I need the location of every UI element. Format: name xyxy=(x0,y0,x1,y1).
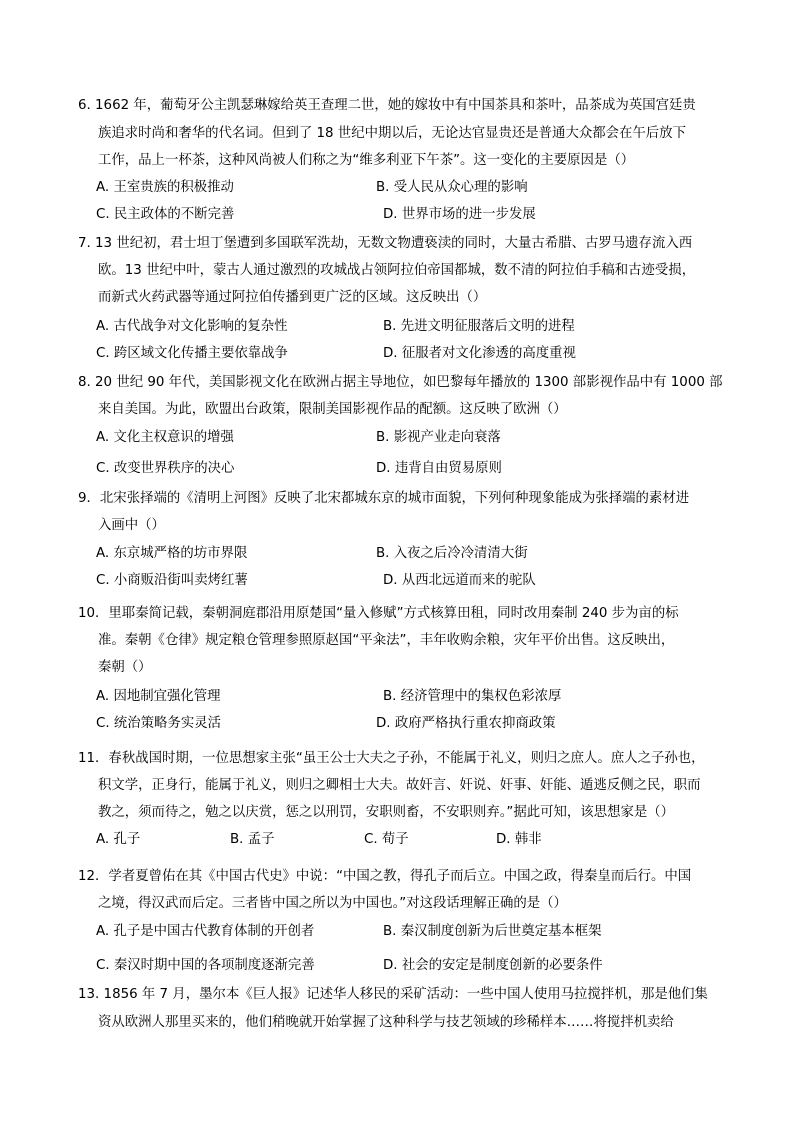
question-11-option-b[interactable]: B. 孟子 xyxy=(230,832,275,847)
question-12-option-c[interactable]: C. 秦汉时期中国的各项制度逐渐完善 xyxy=(96,958,315,973)
question-11-stem-line-2: 积文学，正身行，能属于礼义，则归之卿相士大夫。故奸言、奸说、奸事、奸能、遁逃反侧之民，职而 xyxy=(98,778,701,793)
question-9-option-b[interactable]: B. 入夜之后冷冷清清大街 xyxy=(376,546,528,561)
question-10-stem-line-2: 准。秦朝《仓律》规定粮仓管理参照原赵国“平籴法”，丰年收购余粮，灾年平价出售。这反映出， xyxy=(98,633,675,648)
question-10-option-d[interactable]: D. 政府严格执行重农抑商政策 xyxy=(376,716,556,731)
question-6-option-d[interactable]: D. 世界市场的进一步发展 xyxy=(383,207,536,222)
question-13-stem-line-2: 资从欧洲人那里买来的，他们稍晚就开始掌握了这种科学与技艺领域的珍稀样本……将搅拌机卖给 xyxy=(98,1015,674,1030)
question-11-stem-line-1: 11．春秋战国时期，一位思想家主张“虽王公士大夫之子孙，不能属于礼义，则归之庶人。庶人之子孙也， xyxy=(78,751,705,766)
question-9-option-c[interactable]: C. 小商贩沿街叫卖烤红薯 xyxy=(96,573,248,588)
question-12-stem-line-1: 12．学者夏曾佑在其《中国古代史》中说：“中国之教，得孔子而后立。中国之政，得秦皇而后行。中国 xyxy=(78,869,692,884)
question-8-stem-line-2: 来自美国。为此，欧盟出台政策，限制美国影视作品的配额。这反映了欧洲（） xyxy=(98,402,567,417)
question-8-option-d[interactable]: D. 违背自由贸易原则 xyxy=(376,461,502,476)
question-8-option-b[interactable]: B. 影视产业走向衰落 xyxy=(376,430,501,445)
question-9-option-a[interactable]: A. 东京城严格的坊市界限 xyxy=(96,546,248,561)
question-8-stem-line-1: 8. 20 世纪 90 年代，美国影视文化在欧洲占据主导地位，如巴黎每年播放的 1300 部影视作品中有 1000 部 xyxy=(78,375,723,390)
question-9-stem-line-1: 9．北宋张择端的《清明上河图》反映了北宋都城东京的城市面貌，下列何种现象能成为张择端的素材进 xyxy=(78,491,690,506)
question-7-option-a[interactable]: A. 古代战争对文化影响的复杂性 xyxy=(96,319,288,334)
question-12-stem-line-2: 之境，得汉武而后定。三者皆中国之所以为中国也。”对这段话理解正确的是（） xyxy=(98,896,567,911)
question-8-option-c[interactable]: C. 改变世界秩序的决心 xyxy=(96,461,235,476)
question-10-stem-line-3: 秦朝（） xyxy=(98,660,152,675)
question-10-stem-line-1: 10．里耶秦简记载，秦朝洞庭郡沿用原楚国“量入修赋”方式核算田租，同时改用秦制 240 步为亩的标 xyxy=(78,606,679,621)
question-12-option-a[interactable]: A. 孔子是中国古代教育体制的开创者 xyxy=(96,924,315,939)
question-12-option-b[interactable]: B. 秦汉制度创新为后世奠定基本框架 xyxy=(383,924,602,939)
question-9-stem-line-2: 入画中（） xyxy=(98,518,165,533)
question-11-option-c[interactable]: C. 荀子 xyxy=(364,832,409,847)
question-8-option-a[interactable]: A. 文化主权意识的增强 xyxy=(96,430,234,445)
question-10-option-c[interactable]: C. 统治策略务实灵活 xyxy=(96,716,221,731)
question-7-stem-line-3: 而新式火药武器等通过阿拉伯传播到更广泛的区域。这反映出（） xyxy=(98,290,487,305)
question-6-stem-line-2: 族追求时尚和奢华的代名词。但到了 18 世纪中期以后，无论达官显贵还是普通大众都会在午后放下 xyxy=(98,126,686,141)
question-6-option-a[interactable]: A. 王室贵族的积极推动 xyxy=(96,180,234,195)
question-6-stem-line-1: 6. 1662 年，葡萄牙公主凯瑟琳嫁给英王查理二世，她的嫁妆中有中国茶具和茶叶，品茶成为英国宫廷贵 xyxy=(78,98,696,113)
question-7-option-d[interactable]: D. 征服者对文化渗透的高度重视 xyxy=(383,346,576,361)
question-11-stem-line-3: 教之，须而待之，勉之以庆赏，惩之以刑罚，安职则畜，不安职则弃。”据此可知，该思想家是（） xyxy=(98,805,675,820)
question-7-option-b[interactable]: B. 先进文明征服落后文明的进程 xyxy=(383,319,575,334)
question-11-option-d[interactable]: D. 韩非 xyxy=(496,832,542,847)
question-6-option-b[interactable]: B. 受人民从众心理的影响 xyxy=(376,180,528,195)
question-10-option-a[interactable]: A. 因地制宜强化管理 xyxy=(96,689,221,704)
question-6-stem-line-3: 工作，品上一杯茶，这种风尚被人们称之为“维多利亚下午茶”。这一变化的主要原因是（） xyxy=(98,153,635,168)
question-13-stem-line-1: 13. 1856 年 7 月，墨尔本《巨人报》记述华人移民的采矿活动：一些中国人使用马拉搅拌机，那是他们集 xyxy=(78,987,708,1002)
question-7-stem-line-1: 7. 13 世纪初，君士坦丁堡遭到多国联军洗劫，无数文物遭亵渎的同时，大量古希腊、古罗马遗存流入西 xyxy=(78,236,693,251)
question-9-option-d[interactable]: D. 从西北远道而来的驼队 xyxy=(383,573,536,588)
question-10-option-b[interactable]: B. 经济管理中的集权色彩浓厚 xyxy=(383,689,562,704)
question-12-option-d[interactable]: D. 社会的安定是制度创新的必要条件 xyxy=(383,958,603,973)
question-6-option-c[interactable]: C. 民主政体的不断完善 xyxy=(96,207,235,222)
question-7-option-c[interactable]: C. 跨区域文化传播主要依靠战争 xyxy=(96,346,288,361)
question-11-option-a[interactable]: A. 孔子 xyxy=(96,832,141,847)
question-7-stem-line-2: 欧。13 世纪中叶，蒙古人通过激烈的攻城战占领阿拉伯帝国都城，数不清的阿拉伯手稿和古迹受损， xyxy=(98,263,696,278)
